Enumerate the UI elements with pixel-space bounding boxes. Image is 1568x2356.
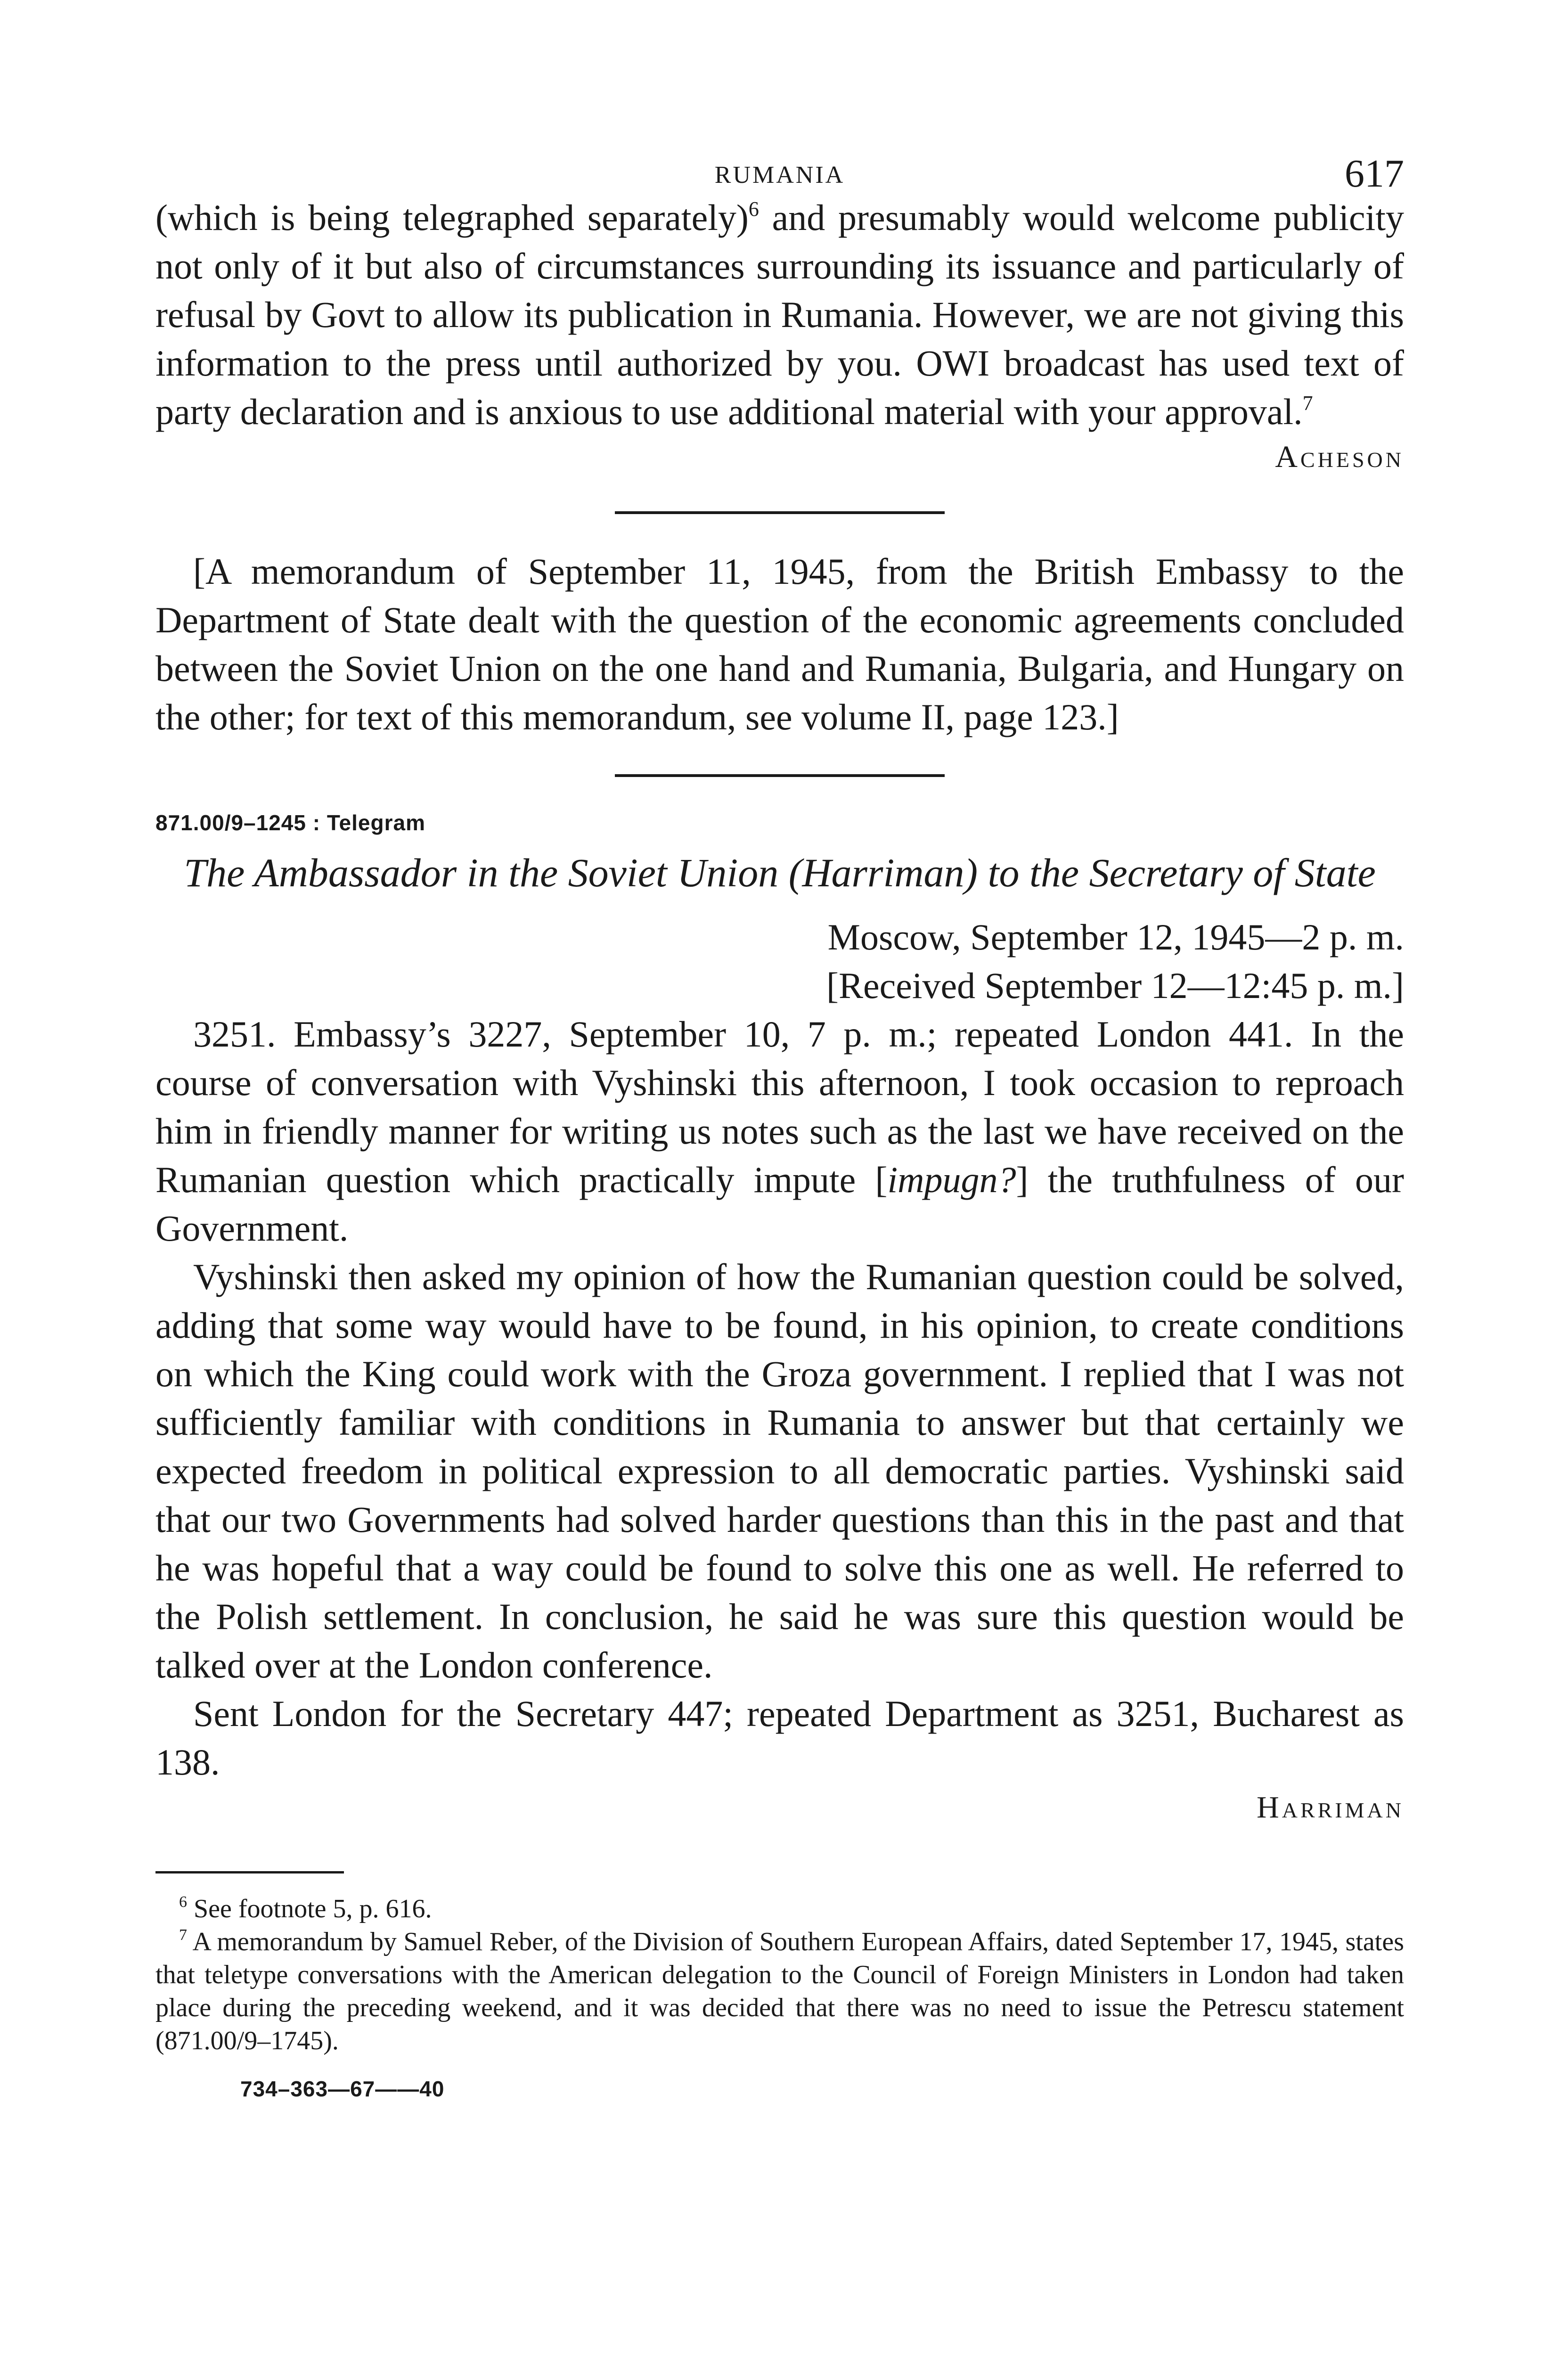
telegram-paragraph-3: Sent London for the Secretary 447; repeated Department as 3251, Bucharest as 138. bbox=[155, 1693, 1404, 1783]
telegram-paragraph-1 bbox=[155, 1010, 1404, 1252]
signature-acheson: Acheson bbox=[1275, 440, 1404, 474]
footnote-6 bbox=[155, 1892, 1404, 1925]
editorial-note: [A memorandum of September 11, 1945, from the British Embassy to the Department of State dealt with the question of the economic agreements concluded between the Soviet Union on the one hand and Rumania, Bulgaria, and Hungary on the other; for text of this memorandum, see volume II, page 123.] bbox=[155, 551, 1404, 737]
footnote-mark: 6 bbox=[179, 1893, 187, 1911]
page-number: 617 bbox=[1345, 152, 1404, 196]
footnote-7 bbox=[155, 1925, 1404, 2057]
footnote-ref-6: 6 bbox=[748, 197, 759, 221]
paragraph-text: ] the truthfulness of our Government. bbox=[155, 1159, 1404, 1249]
section-divider bbox=[615, 511, 945, 514]
paragraph-text: 3251. Embassy’s 3227, September 10, 7 p. m.; repeated London 441. In the course of conversation with Vyshinski this afternoon, I took occasion to reproach him in friendly manner for writing us notes such as the last we have received on the Rumanian question which practically impute [ bbox=[155, 1014, 1404, 1200]
paragraph-text: and presumably would welcome publicity not only of it but also of circumstances surrounding its issuance and particularly of refusal by Govt to allow its publication in Rumania. However, we are not giving this information to the press until authorized by you. OWI broadcast has used text of party declaration and is anxious to use additional material with your approval. bbox=[155, 197, 1404, 432]
running-head bbox=[155, 141, 1404, 196]
footnote-text: A memorandum by Samuel Reber, of the Division of Southern European Affairs, dated September 17, 1945, states that teletype conversations with the American delegation to the Council of Foreign Ministers in London had taken place during the preceding weekend, and it was decided that there was no need to issue the Petrescu statement (871.00/9–1745). bbox=[155, 1927, 1404, 2055]
footnote-mark: 7 bbox=[179, 1926, 187, 1944]
footnote-ref-7: 7 bbox=[1302, 392, 1313, 415]
section-divider bbox=[615, 774, 945, 777]
signature-harriman: Harriman bbox=[1257, 1790, 1404, 1824]
footnote-text: See footnote 5, p. 616. bbox=[194, 1894, 432, 1923]
paragraph-text: (which is being telegraphed separately) bbox=[155, 197, 749, 238]
file-reference: 871.00/9–1245 : Telegram bbox=[155, 810, 425, 835]
editorial-insertion: impugn? bbox=[887, 1159, 1016, 1200]
running-title: RUMANIA bbox=[714, 162, 845, 188]
received-date: [Received September 12—12:45 p. m.] bbox=[826, 965, 1404, 1006]
footnote-divider bbox=[155, 1871, 344, 1873]
document-page bbox=[155, 141, 1404, 2102]
document-title: The Ambassador in the Soviet Union (Harriman) to the Secretary of State bbox=[184, 850, 1376, 895]
telegram-paragraph-2: Vyshinski then asked my opinion of how the Rumanian question could be solved, adding that some way would have to be found, in his opinion, to create conditions on which the King could work with the Groza government. I replied that I was not sufficiently familiar with conditions in Rumania to answer but that certainly we expected freedom in political expression to all democratic parties. Vyshinski said that our two Governments had solved harder questions than this in the past and that he was hopeful that a way could be found to solve this one as well. He referred to the Polish settlement. In conclusion, he said he was sure this question would be talked over at the London conference. bbox=[155, 1256, 1404, 1685]
continued-paragraph bbox=[155, 193, 1404, 436]
place-date: Moscow, September 12, 1945—2 p. m. bbox=[827, 916, 1404, 957]
print-code: 734–363—67——40 bbox=[240, 2077, 445, 2101]
